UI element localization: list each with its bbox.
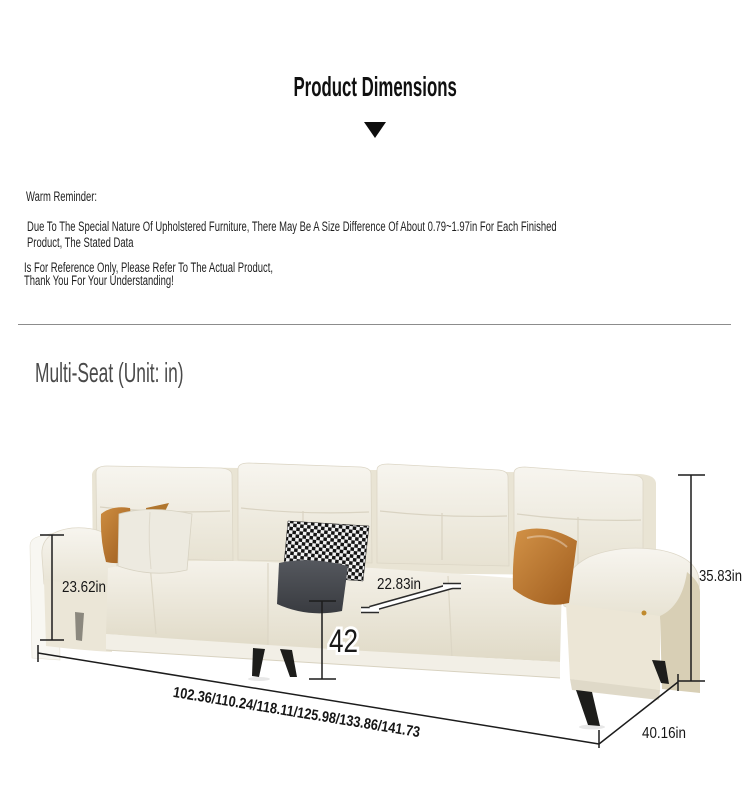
- charcoal-pillow: [277, 560, 348, 613]
- sofa-illustration: [30, 463, 700, 729]
- sofa-right-arm: [562, 548, 700, 700]
- reminder-line: Product, The Stated Data: [27, 235, 134, 250]
- label-arm-height: 23.62in: [62, 579, 106, 596]
- caramel-pillow: [513, 529, 577, 605]
- reminder-line: Thank You For Your Understanding!: [24, 273, 174, 288]
- label-depth: 40.16in: [642, 725, 686, 742]
- label-width-options: 102.36/110.24/118.11/125.98/133.86/141.73: [171, 683, 465, 749]
- right-front-leg: [576, 690, 600, 726]
- label-total-height: 35.83in: [699, 568, 742, 585]
- page-title: Product Dimensions: [293, 71, 457, 102]
- white-pillow: [118, 510, 192, 574]
- warm-reminder-text: Warm Reminder:: [26, 189, 98, 204]
- label-inner-height: 42: [329, 623, 358, 659]
- label-seat-depth: 22.83in: [377, 576, 421, 593]
- gold-button: [642, 611, 647, 616]
- reminder-line: Due To The Special Nature Of Upholstered Furniture, There May Be A Size Difference Of About 0.79~1.97in For Each Finished: [27, 219, 557, 234]
- reminder-line: Is For Reference Only, Please Refer To The Actual Product,: [24, 260, 273, 275]
- middle-leg-1: [252, 648, 265, 677]
- section-heading-text: Multi-Seat (Unit: in): [35, 357, 184, 388]
